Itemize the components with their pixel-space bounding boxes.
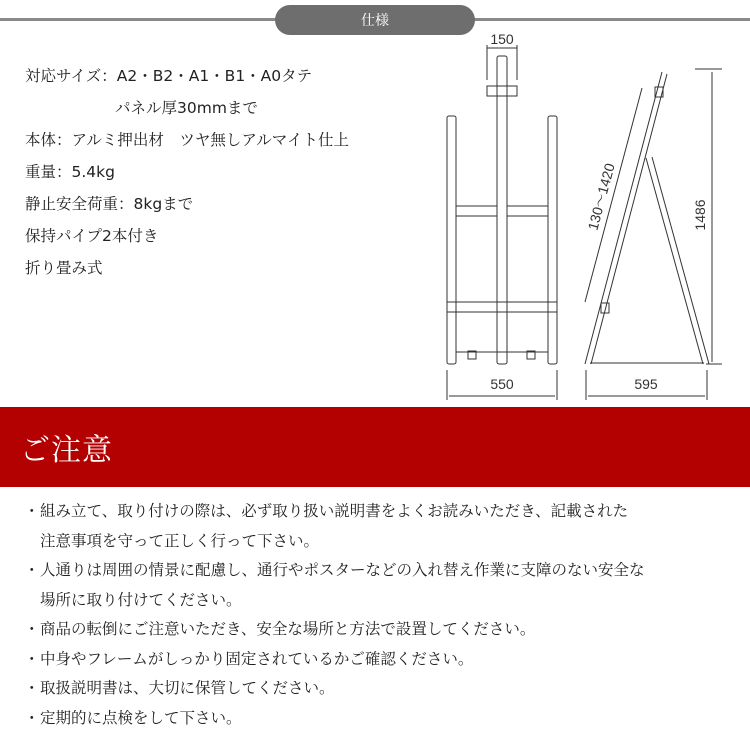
dim-1486: 1486 <box>692 199 708 231</box>
spec-weight: 重量：5.4kg <box>25 163 115 181</box>
bullet: ・ <box>24 708 40 727</box>
caution-list <box>24 497 645 733</box>
dim-130-1420: 130〜1420 <box>584 161 618 232</box>
caution-item <box>24 704 645 734</box>
caution-title: ご注意 <box>20 433 113 468</box>
bullet: ・ <box>24 561 40 579</box>
dim-595: 595 <box>634 376 658 392</box>
spec-pipes: 保持パイプ2本付き <box>25 227 159 245</box>
spec-panel-thickness: パネル厚30mmまで <box>115 99 258 117</box>
spec-sizes: 対応サイズ：A2・B2・A1・B1・A0タテ <box>25 67 313 85</box>
spec-material: 本体：アルミ押出材 ツヤ無しアルマイト仕上 <box>25 131 349 149</box>
caution-text: 組み立て、取り付けの際は、必ず取り扱い説明書をよくお読みいただき、記載された <box>40 502 629 520</box>
caution-text: 商品の転倒にご注意いただき、安全な場所と方法で設置してください。 <box>40 620 536 638</box>
caution-text: 定期的に点検をして下さい。 <box>40 708 242 727</box>
side-view <box>585 69 722 400</box>
dim-150: 150 <box>490 31 514 47</box>
caution-item <box>24 556 645 615</box>
caution-banner <box>0 407 750 487</box>
caution-item <box>24 674 645 704</box>
caution-text: 人通りは周囲の情景に配慮し、通行やポスターなどの入れ替え作業に支障のない安全な <box>40 561 645 579</box>
caution-item <box>24 645 645 675</box>
front-view <box>447 31 557 400</box>
spec-folding: 折り畳み式 <box>25 259 103 277</box>
caution-text: 注意事項を守って正しく行って下さい。 <box>40 531 320 550</box>
spec-load: 静止安全荷重：8kgまで <box>25 195 194 213</box>
bullet: ・ <box>24 649 40 668</box>
easel-diagram <box>430 28 730 408</box>
caution-item <box>24 497 645 556</box>
section-title: 仕様 <box>361 13 389 29</box>
caution-item <box>24 615 645 645</box>
bullet: ・ <box>24 502 40 520</box>
caution-text: 取扱説明書は、大切に保管してください。 <box>40 679 335 697</box>
spec-list <box>25 60 349 284</box>
caution-text: 場所に取り付けてください。 <box>40 590 242 609</box>
bullet: ・ <box>24 620 40 638</box>
bullet: ・ <box>24 679 40 697</box>
caution-text: 中身やフレームがしっかり固定されているかご確認ください。 <box>40 649 474 668</box>
dim-550: 550 <box>490 376 514 392</box>
